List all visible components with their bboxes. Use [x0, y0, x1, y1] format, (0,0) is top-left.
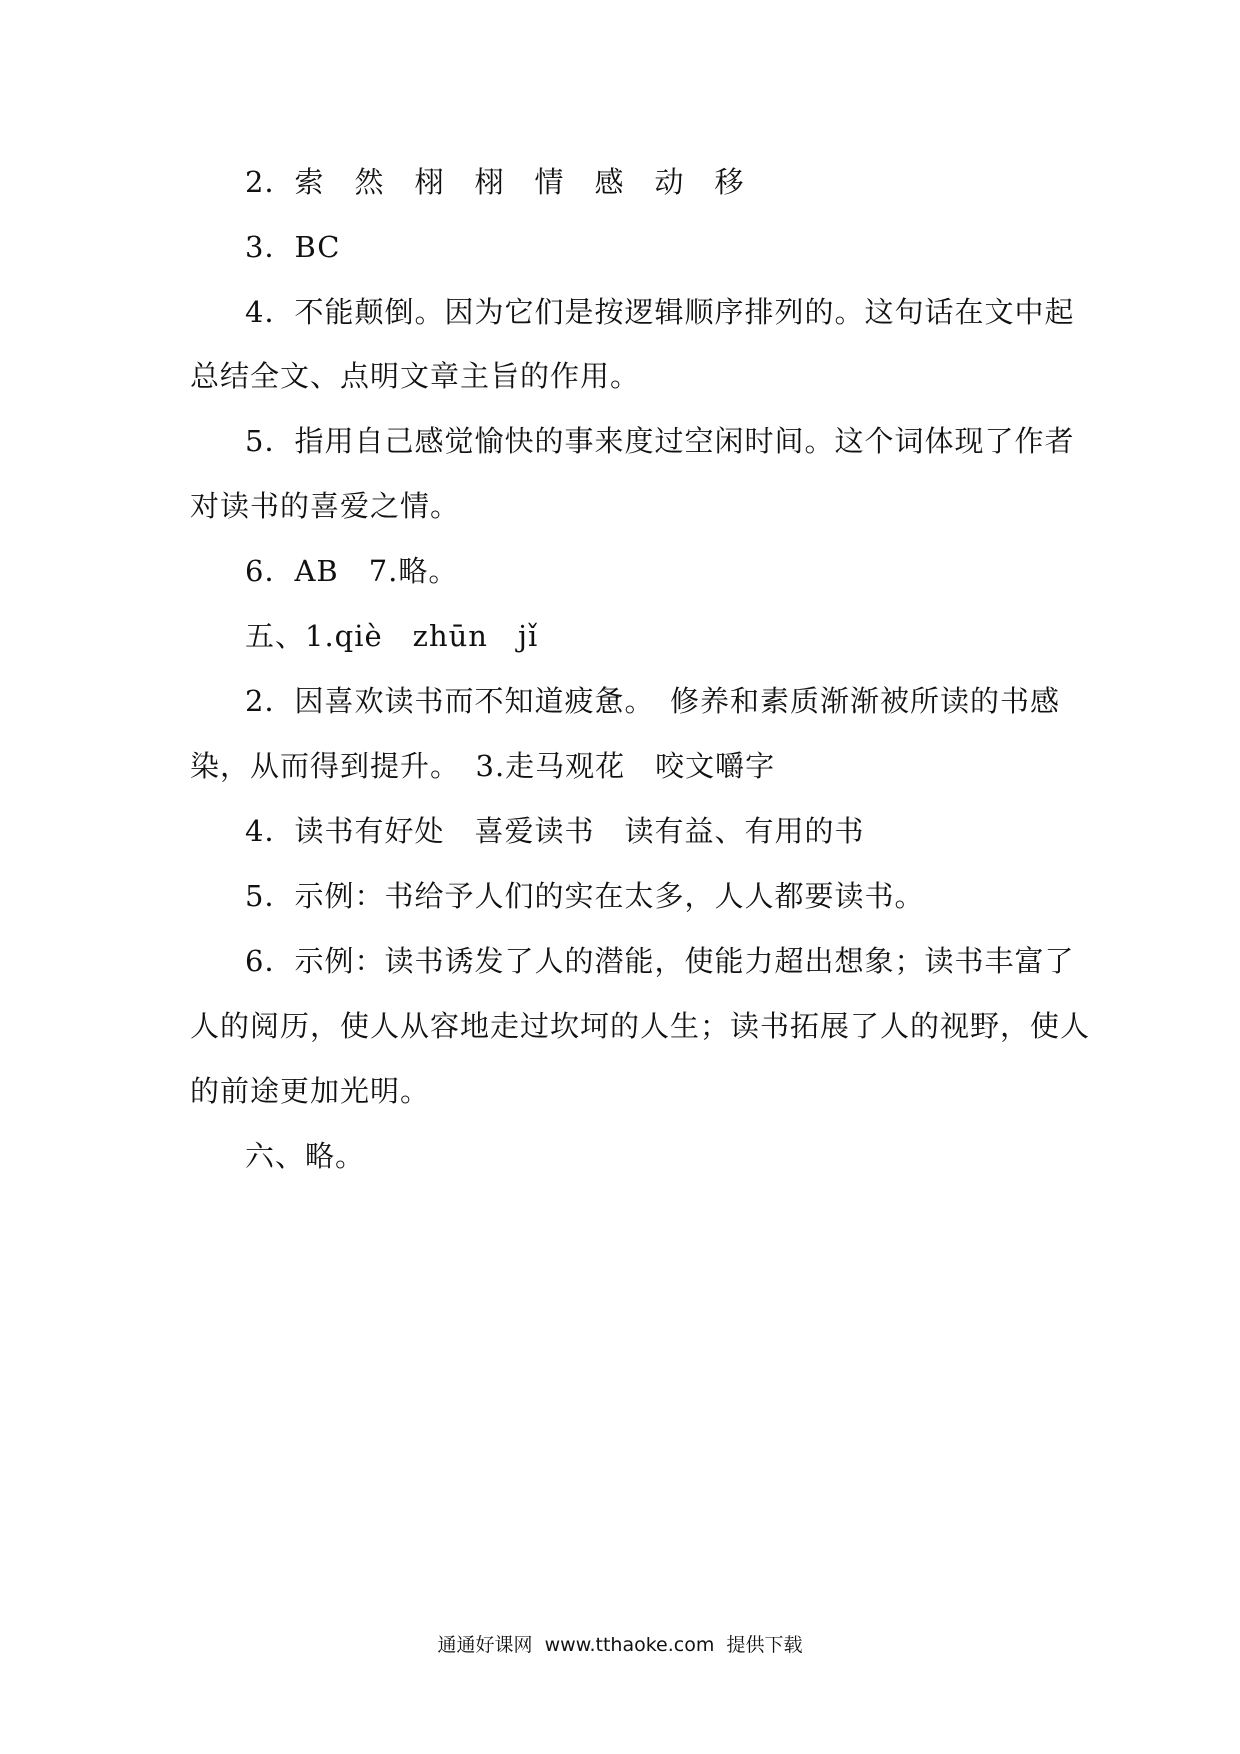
answer-line-4-continued: 总结全文、点明文章主旨的作用。	[190, 359, 641, 393]
section-five-line-1: 五、1.qiè zhūn jǐ	[245, 619, 539, 653]
section-five-line-6-continued: 人的阅历，使人从容地走过坎坷的人生；读书拓展了人的视野，使人	[190, 1009, 1091, 1043]
section-five-line-6-end: 的前途更加光明。	[190, 1074, 431, 1108]
answer-line-3: 3．BC	[245, 230, 341, 264]
answer-line-6-7: 6．AB 7.略。	[245, 554, 459, 588]
section-five-line-4: 4．读书有好处 喜爱读书 读有益、有用的书	[245, 814, 865, 848]
answer-line-5: 5．指用自己感觉愉快的事来度过空闲时间。这个词体现了作者	[245, 424, 1075, 458]
section-five-line-2: 2．因喜欢读书而不知道疲惫。 修养和素质渐渐被所读的书感	[245, 684, 1060, 718]
answer-line-2-fill-in: 2．索 然 栩 栩 情 感 动 移	[245, 165, 745, 199]
section-five-line-6: 6．示例：读书诱发了人的潜能，使能力超出想象；读书丰富了	[245, 944, 1075, 978]
footer-credit: 通通好课网 www.tthaoke.com 提供下载	[437, 1634, 803, 1656]
answer-line-5-continued: 对读书的喜爱之情。	[190, 489, 461, 523]
answer-line-4: 4．不能颠倒。因为它们是按逻辑顺序排列的。这句话在文中起	[245, 295, 1075, 329]
section-five-line-5: 5．示例：书给予人们的实在太多，人人都要读书。	[245, 879, 925, 913]
section-six-line: 六、略。	[245, 1139, 366, 1173]
section-five-line-2-continued: 染，从而得到提升。 3.走马观花 咬文嚼字	[190, 749, 776, 783]
